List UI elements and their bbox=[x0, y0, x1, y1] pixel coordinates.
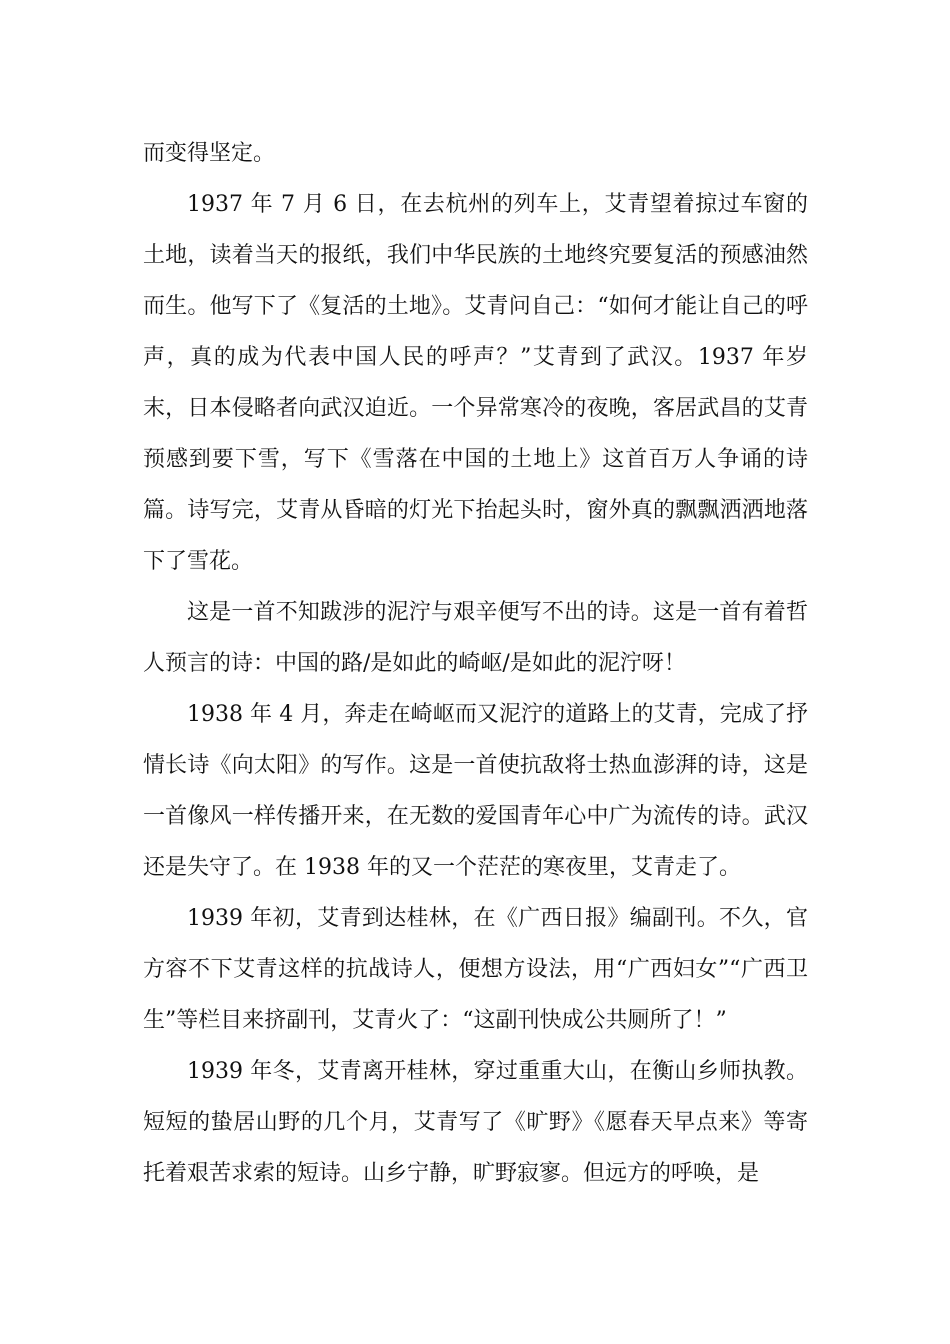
paragraph-4: 1938 年 4 月，奔走在崎岖而又泥泞的道路上的艾青，完成了抒情长诗《向太阳》的写作。这是一首使抗敌将士热血澎湃的诗，这是一首像风一样传播开来，在无数的爱国青年心中广为流传的诗。武汉还是失守了。在 1938 年的又一个茫茫的寒夜里，艾青走了。 bbox=[143, 702, 808, 880]
paragraph-3: 这是一首不知跋涉的泥泞与艰辛便写不出的诗。这是一首有着哲人预言的诗：中国的路/是如此的崎岖/是如此的泥泞呀！ bbox=[143, 600, 808, 676]
paragraph-5: 1939 年初，艾青到达桂林，在《广西日报》编副刊。不久，官方容不下艾青这样的抗战诗人，便想方设法，用“广西妇女”“广西卫生”等栏目来挤副刊，艾青火了：“这副刊快成公共厕所了！” bbox=[143, 906, 808, 1033]
paragraph-1: 而变得坚定。 bbox=[143, 141, 276, 166]
paragraph-2: 1937 年 7 月 6 日，在去杭州的列车上，艾青望着掠过车窗的土地，读着当天的报纸，我们中华民族的土地终究要复活的预感油然而生。他写下了《复活的土地》。艾青问自己：“如何才能让自己的呼声，真的成为代表中国人民的呼声？”艾青到了武汉。1937 年岁末，日本侵略者向武汉迫近。一个异常寒冷的夜晚，客居武昌的艾青预感到要下雪，写下《雪落在中国的土地上》这首百万人争诵的诗篇。诗写完，艾青从昏暗的灯光下抬起头时，窗外真的飘飘洒洒地落下了雪花。 bbox=[143, 192, 808, 574]
document-body bbox=[143, 128, 808, 1199]
paragraph-6: 1939 年冬，艾青离开桂林，穿过重重大山，在衡山乡师执教。短短的蛰居山野的几个月，艾青写了《旷野》《愿春天早点来》等寄托着艰苦求索的短诗。山乡宁静，旷野寂寥。但远方的呼唤，是 bbox=[143, 1059, 808, 1186]
